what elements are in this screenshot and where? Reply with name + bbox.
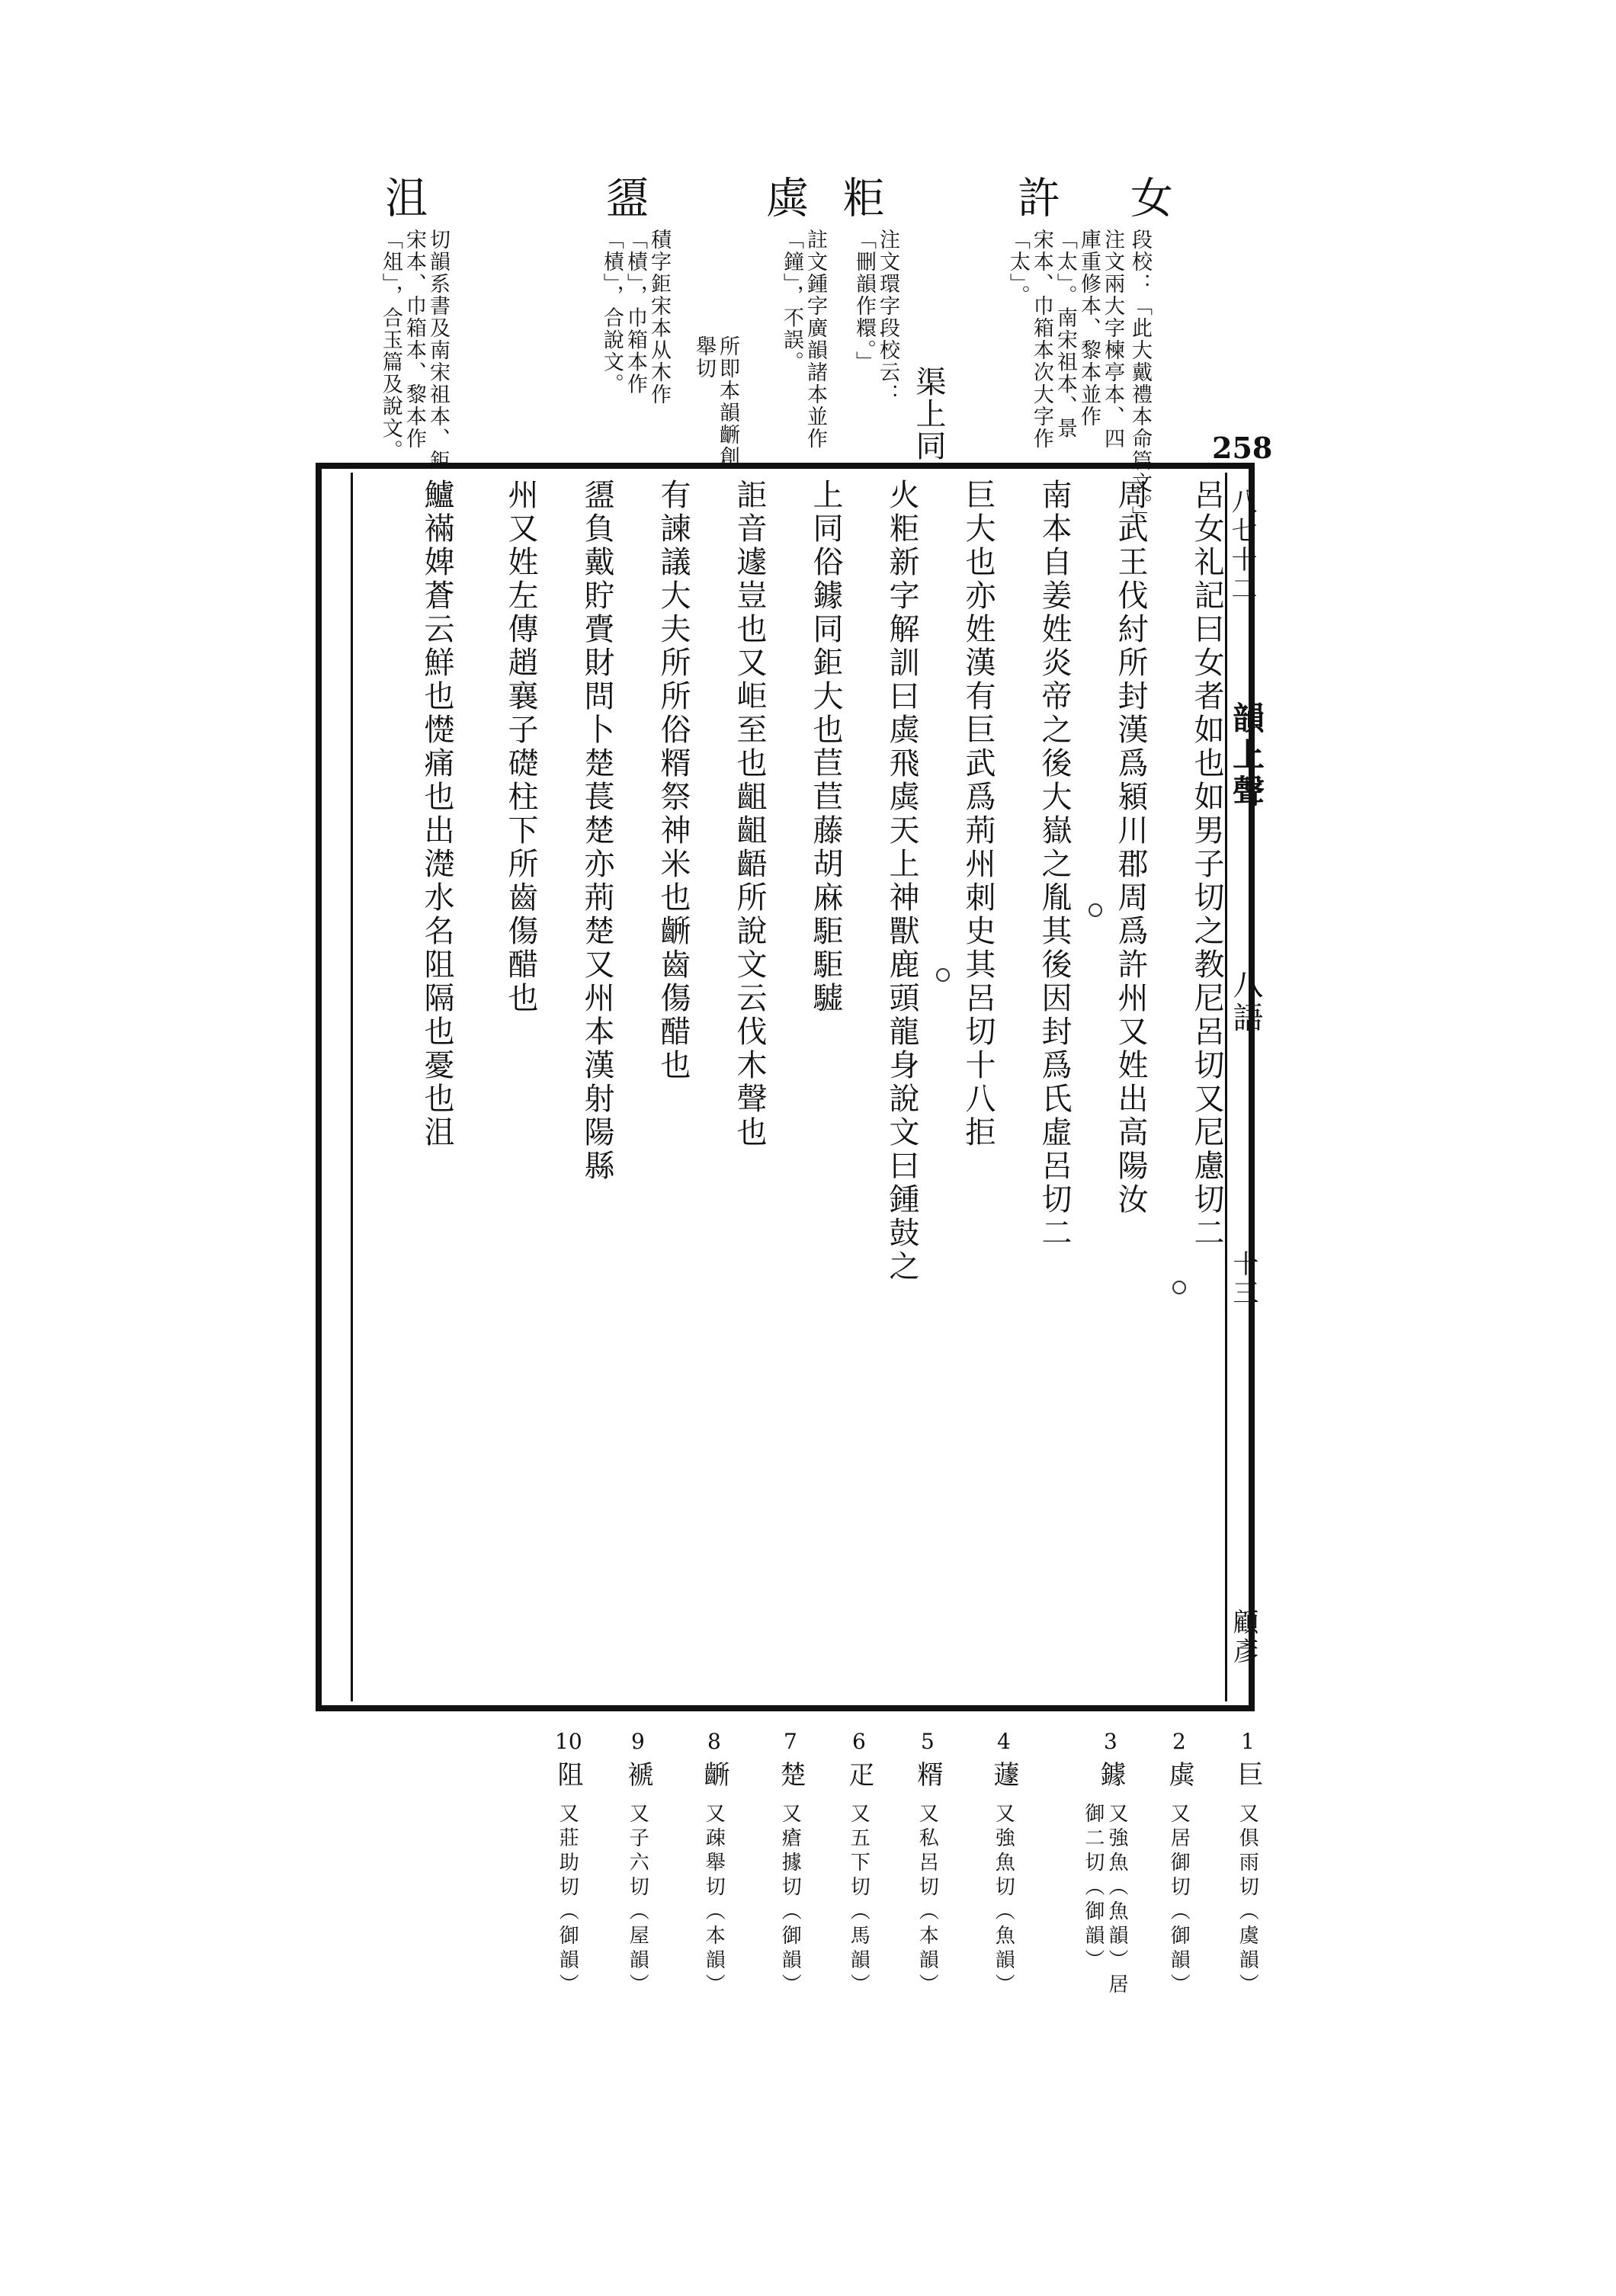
note-head-xu2: 盨 [599,175,649,223]
footnote-text: 又強魚（魚韻）居御二切（御韻） [1081,1803,1128,1998]
footnote-number: 7 [784,1729,797,1754]
footnote-text: 又居御切（御韻） [1167,1803,1191,1998]
footnote-number: 6 [852,1729,866,1754]
note-text-xu: 注文兩大字楝亭本、四庫重修本、黎本並作「太」。南宋祖本、景宋本、巾箱本次大字作「太」。 [1005,229,1124,450]
main-column: 州又姓左傳趙襄子礎柱下所齒傷醋也 [503,479,538,1015]
footnote-number: 8 [707,1729,721,1754]
main-column: 呂女礼記曰女者如也如男子切之教尼呂切又尼慮切二 [1189,479,1224,1250]
footnote-text: 又疎舉切（本韻） [702,1803,726,1998]
note-qu-same: 渠上同 [911,366,946,462]
main-column: 盨負戴貯賷財問卜楚萇楚亦荊楚又州本漢射陽縣 [579,479,614,1183]
note-head-ju3: 沮 [378,175,428,223]
annotation-circle-icon [936,968,950,982]
note-head-ju: 粔 [835,175,885,223]
note-text-ju3: 切韻系書及南宋祖本、鉅宋本、巾箱本、黎本作「俎」，合玉篇及說文。 [378,229,450,472]
main-column: 詎音遽豈也又岠至也齟齟齬所說文云伐木聲也 [732,479,767,1150]
footnote-head: 疋 [844,1761,874,1790]
footnote-text: 又私呂切（本韻） [915,1803,939,1998]
note-text-xu2: 積字鉅宋本从木作「樍」，巾箱本作「樍」，合說文。 [599,229,671,406]
edge-label-top: 八七十二 [1226,488,1257,604]
footnote-number: 4 [997,1729,1011,1754]
footnote-head: 褫 [623,1761,653,1790]
edge-label-section: 八語 [1228,968,1263,1035]
footnote-text: 又五下切（馬韻） [847,1803,871,1998]
annotation-circle-icon [1089,903,1102,917]
main-column: 巨大也亦姓漢有巨武爲荊州刺史其呂切十八拒 [960,479,996,1150]
note-text-ju: 注文環字段校云：「刪韻作糫。」 [851,229,899,406]
main-column: 有諫議大夫所所俗糈祭神米也齭齒傷醋也 [656,479,691,1082]
footnote-number: 1 [1241,1729,1255,1754]
footnote-text: 又瘡據切（御韻） [778,1803,802,1998]
page-number: 258 [1212,431,1273,465]
edge-label-title: 韻上聲 [1228,701,1265,811]
footnote-head: 蘧 [989,1761,1019,1790]
note-head-xu: 許 [1011,175,1060,223]
footnote-text: 又子六切（屋韻） [626,1803,649,1998]
note-head-ju2: 虡 [759,175,809,223]
footnote-head: 鐻 [1095,1761,1126,1790]
footnote-head: 虡 [1164,1761,1194,1790]
footnote-number: 5 [921,1729,935,1754]
note-text-ju2: 註文鍾字廣韻諸本並作「鐘」，不誤。 [779,229,827,450]
annotation-circle-icon [1172,1281,1186,1294]
footnote-number: 3 [1104,1729,1117,1754]
footnote-head: 阻 [553,1761,583,1790]
footnote-text: 又莊助切（御韻） [556,1803,579,1998]
footnote-head: 糈 [912,1761,943,1790]
main-column: 上同俗鐻同鉅大也苣苣藤胡麻駏駏驉 [808,479,843,1015]
edge-label-author: 顧彥 [1228,1608,1258,1666]
footnote-text: 又強魚切（魚韻） [992,1803,1015,1998]
main-column: 鱸襔婢蒼云鮮也憷痛也出濋水名阻隔也憂也沮 [419,479,454,1150]
footnote-head: 齭 [699,1761,729,1790]
footnote-number: 9 [631,1729,645,1754]
footnote-head: 楚 [775,1761,806,1790]
note-suo: 所即本韻齭創舉切 [691,335,739,468]
note-text-nu: 段校：「此大戴禮本命篇文。」 [1128,229,1153,528]
footnote-number: 2 [1172,1729,1186,1754]
edge-label-count: 十三 [1228,1250,1258,1308]
main-column: 火粔新字解訓曰虡飛虡天上神獸鹿頭龍身說文曰鍾鼓之 [884,479,919,1284]
footnote-head: 巨 [1233,1761,1263,1790]
footnote-number: 10 [555,1729,582,1754]
main-column: 南本自姜姓炎帝之後大嶽之胤其後因封爲氏虛呂切二 [1037,479,1072,1250]
footnote-text: 又俱雨切（虞韻） [1236,1803,1259,1998]
note-head-nu: 女 [1124,175,1173,223]
main-column: 周武王伐紂所封漢爲潁川郡周爲許州又姓出高陽汝 [1113,479,1148,1217]
